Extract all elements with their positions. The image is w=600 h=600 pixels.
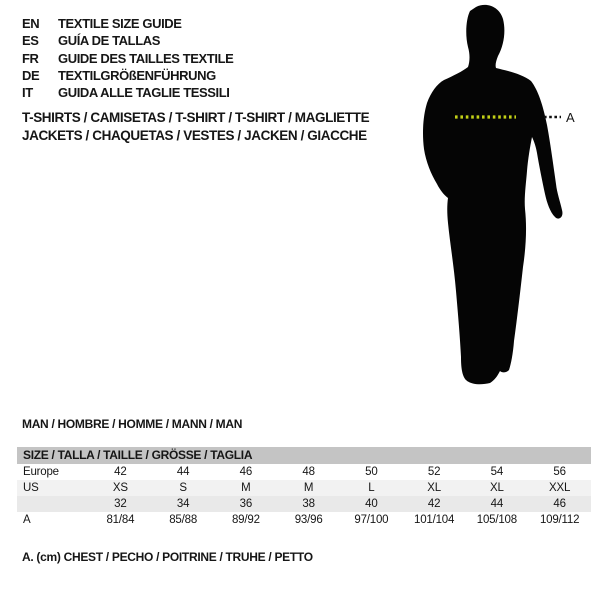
cell: XL [490, 482, 504, 494]
section-title-man: MAN / HOMBRE / HOMME / MANN / MAN [22, 417, 243, 431]
row-label: A [23, 514, 31, 526]
cell: 52 [427, 466, 441, 478]
cell: M [241, 482, 251, 494]
language-title: GUIDA ALLE TAGLIE TESSILI [58, 85, 230, 101]
cell: 38 [302, 498, 315, 510]
cell: 44 [490, 498, 504, 510]
table-row-chest-cm [17, 512, 591, 528]
cell: 40 [365, 498, 378, 510]
language-title: TEXTILE SIZE GUIDE [58, 16, 182, 31]
cell: 42 [114, 466, 127, 478]
cell: 85/88 [169, 514, 198, 526]
cell: 105/108 [476, 514, 517, 526]
man-silhouette-figure [410, 0, 600, 400]
size-table-header: SIZE / TALLA / TAILLE / GRÖSSE / TAGLIA [17, 447, 591, 464]
cell: 97/100 [354, 514, 389, 526]
cell: 81/84 [106, 514, 135, 526]
language-code: IT [22, 85, 33, 101]
cell: 50 [365, 466, 378, 478]
language-row-fr [22, 50, 233, 67]
language-code: DE [22, 67, 40, 83]
language-title: TEXTILGRÖßENFÜHRUNG [58, 67, 216, 83]
cell: L [368, 482, 375, 494]
cell: 36 [239, 498, 253, 510]
man-silhouette [423, 5, 562, 384]
language-row-en [22, 15, 233, 32]
measure-label-a: A [566, 110, 575, 125]
row-label: US [23, 482, 39, 494]
garment-categories [22, 109, 369, 145]
language-code: EN [22, 16, 40, 31]
size-table [17, 447, 591, 528]
language-row-es [22, 32, 233, 49]
cell: 56 [553, 466, 566, 478]
cell: 54 [490, 466, 504, 478]
cell: 34 [176, 498, 190, 510]
cell: 48 [302, 466, 315, 478]
measurement-footnote: A. (cm) CHEST / PECHO / POITRINE / TRUHE / PETTO [22, 550, 313, 564]
row-label [17, 496, 89, 512]
cell: 109/112 [539, 514, 580, 526]
category-jackets: JACKETS / CHAQUETAS / VESTES / JACKEN / GIACCHE [22, 128, 367, 143]
cell: 46 [553, 498, 566, 510]
cell: XS [112, 482, 128, 494]
row-label: Europe [23, 466, 59, 478]
language-legend [22, 15, 233, 101]
language-row-de [22, 67, 233, 84]
table-row-europe [17, 464, 591, 480]
language-row-it [22, 84, 233, 101]
language-code: FR [22, 50, 39, 66]
cell: 44 [176, 466, 190, 478]
table-row-us [17, 480, 591, 496]
cell: 101/104 [414, 514, 455, 526]
language-code: ES [22, 33, 39, 49]
category-tshirts: T-SHIRTS / CAMISETAS / T-SHIRT / T-SHIRT / MAGLIETTE [22, 110, 370, 125]
cell: 89/92 [231, 514, 260, 526]
language-title: GUÍA DE TALLAS [58, 33, 161, 49]
cell: 42 [427, 498, 441, 510]
cell: M [303, 482, 314, 494]
cell: XL [427, 482, 441, 494]
cell: 46 [239, 466, 253, 478]
table-row-us-numeric [17, 496, 591, 512]
cell: XXL [549, 482, 571, 494]
cell: S [179, 482, 187, 494]
cell: 93/96 [294, 514, 323, 526]
language-title: GUIDE DES TAILLES TEXTILE [58, 50, 234, 66]
cell: 32 [114, 498, 127, 510]
